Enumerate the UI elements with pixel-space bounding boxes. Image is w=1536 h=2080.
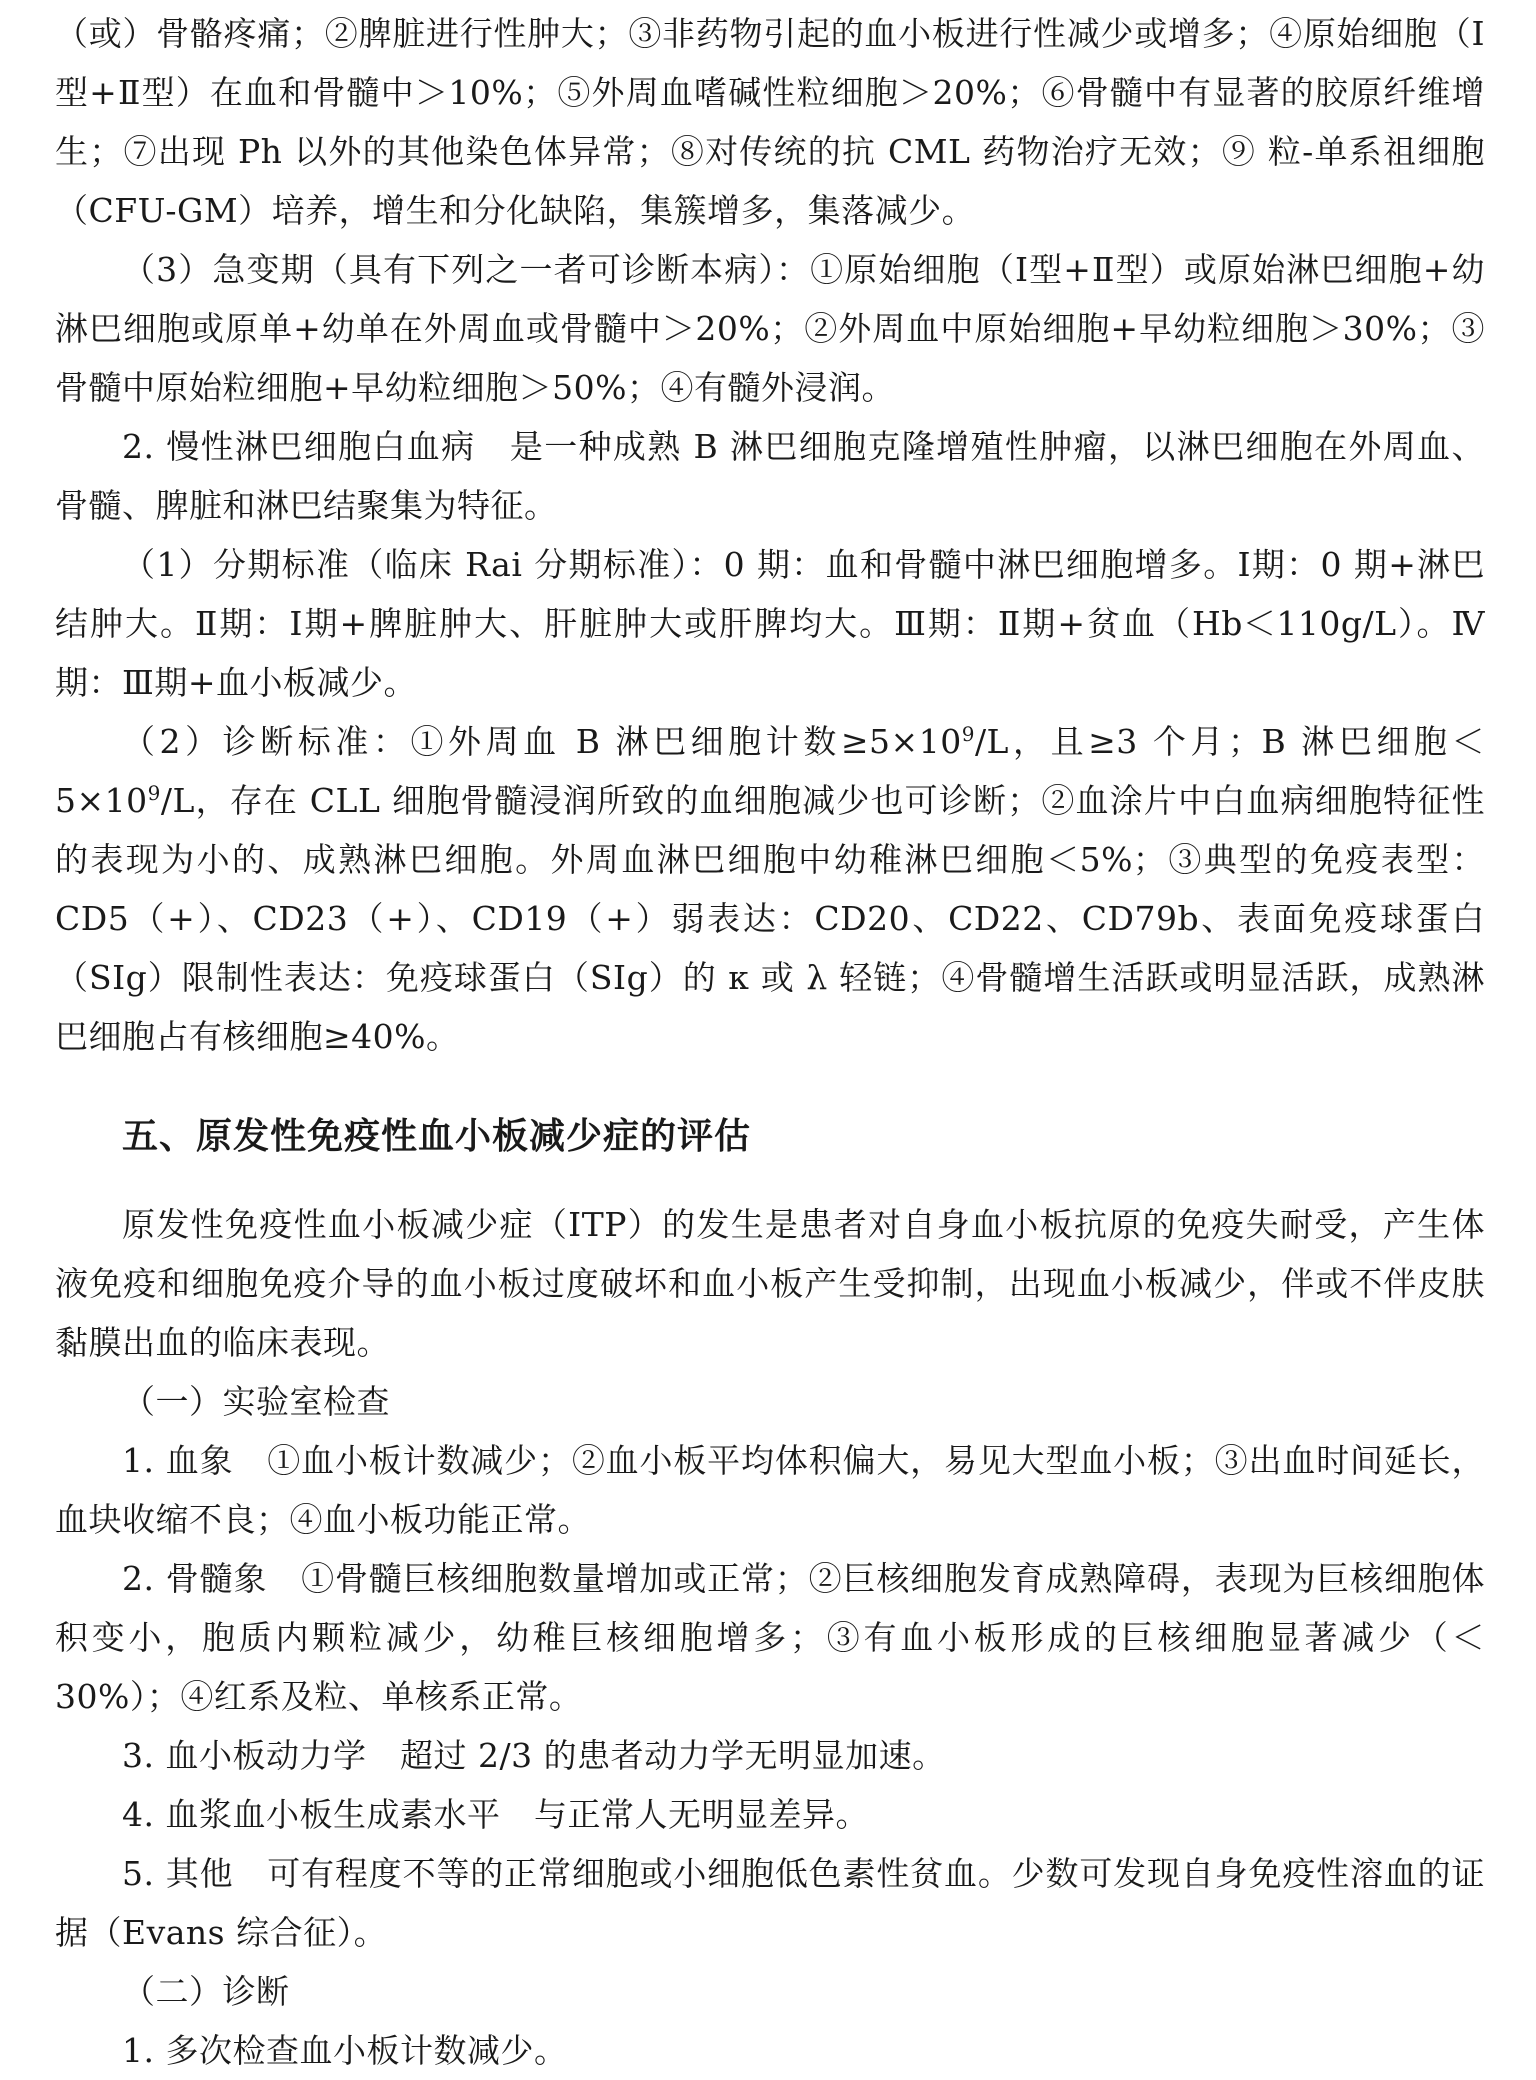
cll-diagnosis-text-b: /L，且≥3 个月；B 淋巴细胞＜5×10: [55, 722, 1485, 820]
cll-diagnosis-text-c: /L，存在 CLL 细胞骨髓浸润所致的血细胞减少也可诊断；②血涂片中白血病细胞特征性的表现为小的、成熟淋巴细胞。外周血淋巴细胞中幼稚淋巴细胞＜5%；③典型的免疫表型：CD5（+）、CD23（+）、CD19（+）弱表达：CD20、CD22、CD79b、表面免疫球蛋白（SIg）限制性表达：免疫球蛋白（SIg）的 κ 或 λ 轻链；④骨髓增生活跃或明显活跃，成熟淋巴细胞占有核细胞≥40%。: [55, 781, 1485, 1056]
section-heading: 五、原发性免疫性血小板减少症的评估: [122, 1116, 752, 1157]
paragraph-rai-staging: （1）分期标准（临床 Rai 分期标准）：0 期：血和骨髓中淋巴细胞增多。Ⅰ期：0 期+淋巴结肿大。Ⅱ期：Ⅰ期+脾脏肿大、肝脏肿大或肝脾均大。Ⅲ期：Ⅱ期+贫血（Hb＜110g/L）。Ⅳ期：Ⅲ期+血小板减少。: [55, 545, 1485, 702]
subheading-diagnosis: （二）诊断: [122, 1972, 290, 2011]
paragraph-others: 5. 其他 可有程度不等的正常细胞或小细胞低色素性贫血。少数可发现自身免疫性溶血的证据（Evans 综合征）。: [55, 1854, 1485, 1952]
paragraph-thrombopoietin: 4. 血浆血小板生成素水平 与正常人无明显差异。: [122, 1795, 869, 1834]
paragraph-bone-marrow: 2. 骨髓象 ①骨髓巨核细胞数量增加或正常；②巨核细胞发育成熟障碍，表现为巨核细胞体积变小，胞质内颗粒减少，幼稚巨核细胞增多；③有血小板形成的巨核细胞显著减少（＜30%）；④红系及粒、单核系正常。: [55, 1559, 1485, 1716]
superscript-exponent: 9: [961, 722, 975, 746]
paragraph-platelet-kinetics: 3. 血小板动力学 超过 2/3 的患者动力学无明显加速。: [122, 1736, 946, 1775]
paragraph-cml-accelerated-criteria: （或）骨骼疼痛；②脾脏进行性肿大；③非药物引起的血小板进行性减少或增多；④原始细胞（Ⅰ型+Ⅱ型）在血和骨髓中＞10%；⑤外周血嗜碱性粒细胞＞20%；⑥骨髓中有显著的胶原纤维增生；⑦出现 Ph 以外的其他染色体异常；⑧对传统的抗 CML 药物治疗无效；⑨ 粒-单系祖细胞（CFU-GM）培养，增生和分化缺陷，集簇增多，集落减少。: [55, 14, 1485, 230]
paragraph-diagnosis-item-1: 1. 多次检查血小板计数减少。: [122, 2031, 568, 2070]
paragraph-cll-definition: 2. 慢性淋巴细胞白血病 是一种成熟 B 淋巴细胞克隆增殖性肿瘤，以淋巴细胞在外周血、骨髓、脾脏和淋巴结聚集为特征。: [55, 427, 1485, 525]
paragraph-blast-crisis: （3）急变期（具有下列之一者可诊断本病）：①原始细胞（Ⅰ型+Ⅱ型）或原始淋巴细胞+幼淋巴细胞或原单+幼单在外周血或骨髓中＞20%；②外周血中原始细胞+早幼粒细胞＞30%；③骨髓中原始粒细胞+早幼粒细胞＞50%；④有髓外浸润。: [55, 250, 1485, 407]
paragraph-itp-definition: 原发性免疫性血小板减少症（ITP）的发生是患者对自身血小板抗原的免疫失耐受，产生体液免疫和细胞免疫介导的血小板过度破坏和血小板产生受抑制，出现血小板减少，伴或不伴皮肤黏膜出血的临床表现。: [55, 1205, 1485, 1362]
subheading-lab-tests: （一）实验室检查: [122, 1382, 390, 1421]
superscript-exponent: 9: [147, 781, 161, 805]
paragraph-cll-diagnosis: [55, 712, 1485, 1066]
paragraph-blood-picture: 1. 血象 ①血小板计数减少；②血小板平均体积偏大，易见大型血小板；③出血时间延长，血块收缩不良；④血小板功能正常。: [55, 1441, 1485, 1539]
cll-diagnosis-text-a: （2）诊断标准：①外周血 B 淋巴细胞计数≥5×10: [122, 722, 962, 761]
